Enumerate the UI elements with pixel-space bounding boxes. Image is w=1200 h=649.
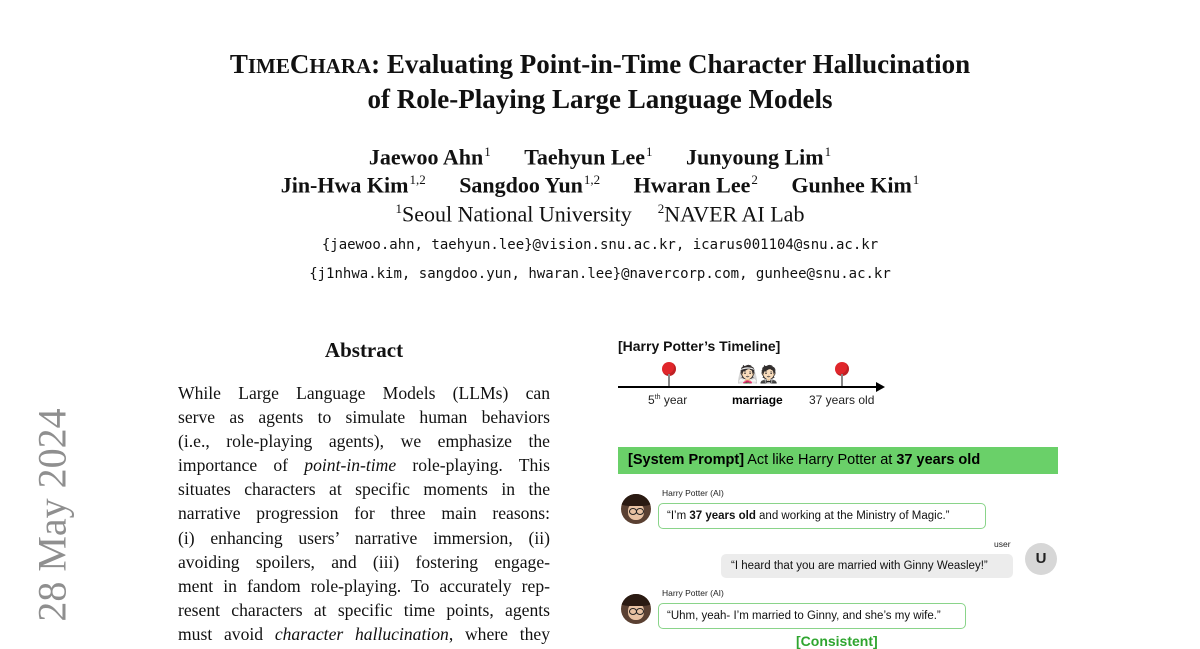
author-affil-mark: 1 bbox=[646, 144, 653, 159]
author-affil-mark: 1 bbox=[824, 144, 832, 159]
author bbox=[281, 172, 426, 198]
abstract-line: (i) enhancing users’ narrative immersion, (ii) bbox=[178, 527, 550, 548]
author-affil-mark: 1,2 bbox=[583, 172, 601, 187]
author bbox=[524, 144, 652, 170]
message-text: “I’m bbox=[667, 510, 690, 522]
user-avatar: U bbox=[1025, 543, 1057, 575]
speaker-label: user bbox=[994, 539, 1011, 549]
abstract-heading: Abstract bbox=[324, 338, 404, 362]
title-system-t: T bbox=[229, 49, 248, 79]
bride-groom-icon: 👰🏻🤵🏻 bbox=[737, 365, 780, 384]
author bbox=[459, 172, 600, 198]
affil-mark: 2 bbox=[657, 201, 665, 216]
abstract-line: avoiding spoilers, and (iii) fostering engage- bbox=[178, 551, 550, 572]
abstract-emphasis: character hallucination bbox=[274, 623, 449, 644]
affil-name: Seoul National University bbox=[402, 201, 632, 227]
harry-potter-avatar bbox=[621, 494, 651, 524]
user-message-bubble: “I heard that you are married with Ginny Weasley!” bbox=[721, 554, 1013, 578]
author-affil-mark: 1 bbox=[484, 144, 491, 159]
author-row-2 bbox=[0, 172, 1200, 198]
author-row-1 bbox=[0, 144, 1200, 170]
author bbox=[791, 172, 919, 198]
abstract-line: resent characters at specific time points, agents bbox=[178, 599, 550, 620]
title-system-hara: HARA bbox=[309, 54, 372, 78]
author-affil-mark: 1,2 bbox=[409, 172, 426, 187]
speaker-label: Harry Potter (AI) bbox=[662, 588, 724, 598]
timeline-axis bbox=[618, 386, 880, 388]
abstract-line: ment in fandom role-playing. To accurately rep- bbox=[178, 575, 550, 596]
abstract-emphasis: point-in-time bbox=[304, 455, 397, 476]
abstract-text: importance of bbox=[178, 455, 305, 476]
author-name: Junyoung Lim bbox=[686, 144, 824, 170]
paper-title bbox=[0, 48, 1200, 116]
timeline-label-37: 37 years old bbox=[809, 393, 875, 407]
abstract-line: serve as agents to simulate human behaviors bbox=[178, 407, 550, 428]
author bbox=[369, 144, 491, 170]
timeline-label-num: 5 bbox=[648, 393, 655, 407]
verdict-label: [Consistent] bbox=[796, 633, 878, 649]
message-text: and working at the Ministry of Magic.” bbox=[755, 510, 950, 522]
title-system-c: C bbox=[289, 49, 310, 79]
title-line1-rest: : Evaluating Point-in-Time Character Hallucination bbox=[371, 49, 971, 79]
email-line[interactable]: {jaewoo.ahn, taehyun.lee}@vision.snu.ac.kr, icarus001104@snu.ac.kr bbox=[321, 237, 879, 253]
title-line-2: of Role-Playing Large Language Models bbox=[367, 84, 833, 114]
system-prompt-bold: 37 years old bbox=[896, 452, 981, 468]
message-bold: 37 years old bbox=[689, 510, 756, 522]
affiliations bbox=[0, 201, 1200, 227]
timeline-label-rest: year bbox=[660, 393, 688, 407]
harry-potter-avatar bbox=[621, 594, 651, 624]
affil-name: NAVER AI Lab bbox=[664, 201, 805, 227]
timeline-label-sup: th bbox=[654, 394, 661, 401]
system-prompt-text bbox=[628, 452, 980, 468]
figure-title: [Harry Potter’s Timeline] bbox=[618, 338, 781, 354]
timeline-label-5th-year bbox=[648, 393, 687, 407]
system-prompt-tag: [System Prompt] bbox=[628, 452, 745, 468]
author-name: Taehyun Lee bbox=[524, 144, 646, 170]
abstract-line: narrative progression for three main reasons: bbox=[178, 503, 550, 524]
abstract-line bbox=[178, 622, 550, 646]
abstract-line bbox=[178, 453, 550, 477]
ai-message-bubble bbox=[658, 503, 986, 529]
author-name: Gunhee Kim bbox=[791, 172, 912, 198]
author bbox=[634, 172, 758, 198]
ai-message-bubble: “Uhm, yeah- I’m married to Ginny, and she’s my wife.” bbox=[658, 603, 966, 629]
author-affil-mark: 2 bbox=[751, 172, 758, 187]
abstract-line: (i.e., role-playing agents), we emphasize the bbox=[178, 431, 550, 452]
author-name: Hwaran Lee bbox=[633, 172, 751, 198]
abstract-text: role-playing. This bbox=[396, 455, 550, 476]
abstract-body bbox=[178, 381, 550, 646]
affil-mark: 1 bbox=[395, 201, 403, 216]
speaker-label: Harry Potter (AI) bbox=[662, 488, 724, 498]
email-line[interactable]: {j1nhwa.kim, sangdoo.yun, hwaran.lee}@navercorp.com, gunhee@snu.ac.kr bbox=[309, 266, 891, 282]
author bbox=[686, 144, 831, 170]
author-name: Sangdoo Yun bbox=[459, 172, 583, 198]
author-name: Jin-Hwa Kim bbox=[280, 172, 409, 198]
timeline-arrow-icon bbox=[876, 382, 885, 392]
author-name: Jaewoo Ahn bbox=[368, 144, 484, 170]
abstract-text: , where they bbox=[448, 623, 550, 644]
timeline-label-marriage: marriage bbox=[732, 393, 783, 407]
abstract-line: While Large Language Models (LLMs) can bbox=[178, 383, 550, 403]
title-system-ime: IME bbox=[247, 54, 290, 78]
abstract-text: must avoid bbox=[178, 623, 275, 644]
title-line-1 bbox=[0, 48, 1200, 83]
author-affil-mark: 1 bbox=[912, 172, 920, 187]
arxiv-date-stamp: 28 May 2024 bbox=[29, 408, 75, 622]
abstract-line: situates characters at specific moments in the bbox=[178, 479, 550, 500]
system-prompt-body: Act like Harry Potter at bbox=[744, 452, 897, 468]
